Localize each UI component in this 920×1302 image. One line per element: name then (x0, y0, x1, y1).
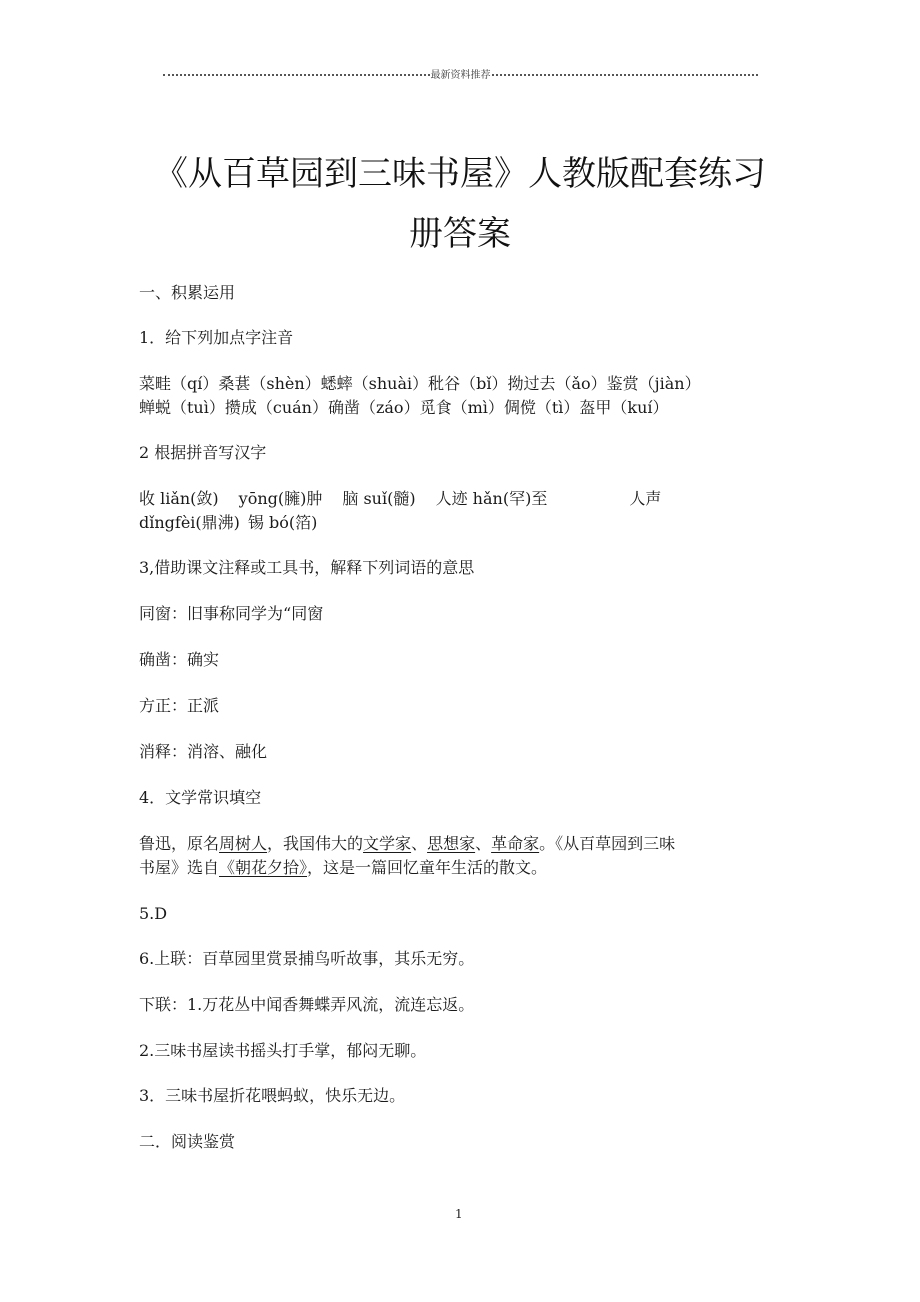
text: ，我国伟大的 (267, 834, 364, 853)
page-number: 1 (455, 1207, 463, 1221)
q3-prompt: 3,借助课文注释或工具书，解释下列词语的意思 (139, 558, 475, 577)
text: 。《从百草园到三味 (539, 834, 676, 853)
q5-answer: 5.D (139, 904, 168, 923)
text: 鲁迅，原名 (139, 834, 220, 853)
text: 书屋》选自 (139, 858, 220, 877)
page-header (163, 66, 758, 80)
definition-meaning: 正派 (187, 696, 220, 715)
q2-answers-line-1 (139, 487, 661, 511)
definition-meaning: 确实 (187, 650, 220, 669)
definition-meaning: 消溶、融化 (187, 742, 268, 761)
q2-answers-line-2 (139, 511, 317, 535)
header-dotted-rule-left (163, 74, 430, 76)
fill-blank-answer: 《朝花夕拾》 (219, 858, 308, 877)
text: 、 (475, 834, 492, 853)
text: ，这是一篇回忆童年生活的散文。 (307, 858, 548, 877)
q4-prompt: 4．文学常识填空 (139, 788, 262, 807)
definition-row (139, 602, 323, 626)
definition-row (139, 740, 267, 764)
q4-answer-line-2 (139, 856, 547, 880)
fill-blank-answer: 革命家 (491, 834, 540, 853)
definition-term: 同窗： (139, 604, 188, 623)
document-title-line-2: 册答案 (409, 214, 511, 254)
q2-item: yōng(臃)肿 (238, 489, 323, 508)
definition-meaning: 旧事称同学为“同窗 (187, 604, 324, 623)
q2-item: 人迹 hǎn(罕)至 (435, 489, 548, 508)
header-label: 最新资料推荐 (430, 69, 491, 81)
section-1-heading: 一、积累运用 (139, 283, 236, 302)
q6-upper-couplet: 6.上联：百草园里赏景捕鸟听故事，其乐无穷。 (139, 949, 475, 968)
q2-item: 人声 (629, 489, 662, 508)
fill-blank-answer: 周树人 (219, 834, 268, 853)
q2-item: 收 liǎn(敛) (139, 489, 219, 508)
definition-row (139, 694, 219, 718)
q6-lower-couplet-3: 3．三味书屋折花喂蚂蚁，快乐无边。 (139, 1086, 406, 1105)
section-2-heading: 二．阅读鉴赏 (139, 1132, 236, 1151)
q1-answers-line-2: 蝉蜕（tuì）攒成（cuán）确凿（záo）觅食（mì）倜傥（tì）盔甲（kuí） (139, 398, 669, 417)
fill-blank-answer: 文学家 (363, 834, 412, 853)
q2-item: 锡 bó(箔) (247, 513, 318, 532)
fill-blank-answer: 思想家 (427, 834, 476, 853)
definition-term: 方正： (139, 696, 188, 715)
document-title-line-1: 《从百草园到三味书屋》人教版配套练习 (154, 154, 766, 194)
q1-prompt: 1．给下列加点字注音 (139, 328, 294, 347)
q2-item: 脑 suǐ(髓) (342, 489, 416, 508)
definition-term: 确凿： (139, 650, 188, 669)
q2-prompt: 2 根据拼音写汉字 (139, 443, 267, 462)
header-dotted-rule-right (492, 74, 759, 76)
q6-lower-couplet-1: 下联：1.万花丛中闻香舞蝶弄风流，流连忘返。 (139, 995, 475, 1014)
q4-answer-line-1 (139, 832, 675, 856)
q6-lower-couplet-2: 2.三味书屋读书摇头打手掌，郁闷无聊。 (139, 1041, 427, 1060)
definition-term: 消释： (139, 742, 188, 761)
q2-item: dǐngfèi(鼎沸) (139, 513, 240, 532)
definition-row (139, 648, 219, 672)
text: 、 (411, 834, 428, 853)
q1-answers-line-1: 菜畦（qí）桑葚（shèn）蟋蟀（shuài）秕谷（bǐ）拗过去（ǎo）鉴赏（jiàn） (139, 374, 701, 393)
